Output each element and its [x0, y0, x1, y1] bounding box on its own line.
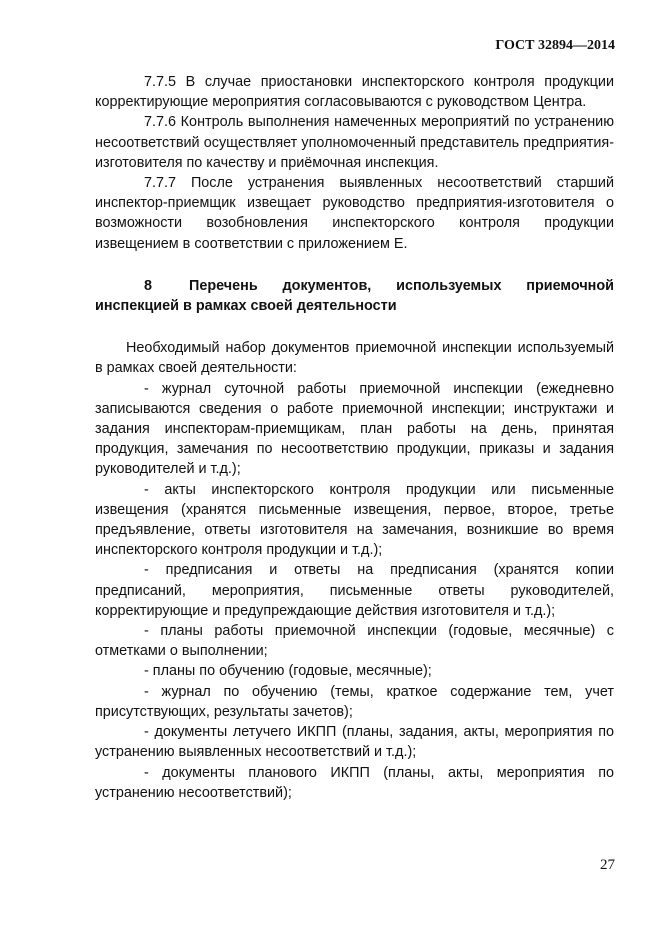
intro-paragraph: Необходимый набор документов приемочной инспекции используемый в рамках своей деятельности:: [95, 340, 614, 377]
section-title: Перечень документов, используемых приемочной инспекцией в рамках своей деятельности: [95, 277, 614, 315]
list-item: - планы по обучению (годовые, месячные);: [144, 663, 432, 680]
list-item: - документы планового ИКПП (планы, акты, мероприятия по устранению несоответствий);: [95, 764, 614, 801]
paragraph-7-7-5: 7.7.5 В случае приостановки инспекторского контроля продукции корректирующие мероприятия согласовываются с руководством Центра.: [95, 74, 614, 111]
page-number: 27: [600, 857, 615, 873]
paragraph-7-7-7: 7.7.7 После устранения выявленных несоответствий старший инспектор-приемщик извещает руководство предприятия-изготовителя о возможности возобновления инспекторского контроля продукции извещением в соответствии с приложением Е.: [95, 175, 614, 252]
list-item: - предписания и ответы на предписания (хранятся копии предписаний, мероприятия, письменные ответы руководителей, корректирующие и предупреждающие действия изготовителя и т.д.);: [95, 562, 614, 619]
list-item: - журнал по обучению (темы, краткое содержание тем, учет присутствующих, результаты зачетов);: [95, 683, 614, 720]
document-header: ГОСТ 32894—2014: [495, 38, 615, 53]
paragraph-7-7-6: 7.7.6 Контроль выполнения намеченных мероприятий по устранению несоответствий осуществляет уполномоченный представитель предприятия-изготовителя по качеству и приёмочная инспекция.: [95, 114, 614, 171]
list-item: - документы летучего ИКПП (планы, задания, акты, мероприятия по устранению выявленных несоответствий и т.д.);: [95, 724, 614, 761]
list-item: - журнал суточной работы приемочной инспекции (ежедневно записываются сведения о работе приемочной инспекции; инструктажи и задания инспекторам-приемщикам, план работы на день, принятая продукция, замечания по несоответствию продукции, приказы и задания руководителей и т.д.);: [95, 380, 614, 478]
section-heading: [95, 276, 614, 316]
document-body: [95, 72, 614, 803]
list-item: - акты инспекторского контроля продукции или письменные извещения (хранятся письменные извещения, первое, второе, третье предъявление, ответы изготовителя на замечания, возникшие во время инспекторского контроля продукции и т.д.);: [95, 481, 614, 559]
section-number: 8: [144, 277, 153, 294]
list-item: - планы работы приемочной инспекции (годовые, месячные) с отметками о выполнении;: [95, 623, 614, 660]
